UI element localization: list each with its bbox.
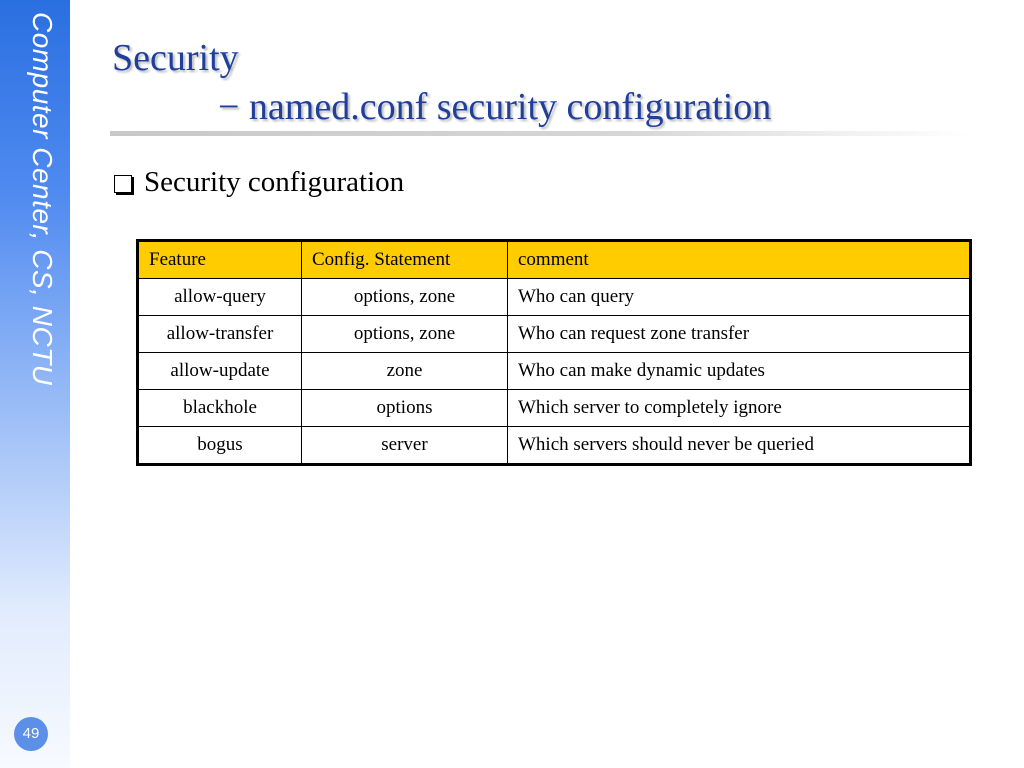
cell-config-statement: options, zone <box>302 279 508 316</box>
slide-title: Security <box>112 37 239 79</box>
slide-subtitle: − named.conf security configuration <box>218 86 772 128</box>
title-divider <box>110 131 970 136</box>
table-row <box>138 279 971 316</box>
cell-comment: Who can request zone transfer <box>508 316 971 353</box>
sidebar <box>0 0 70 768</box>
table-row <box>138 390 971 427</box>
page-number-badge: 49 <box>14 717 48 751</box>
bullet-item <box>114 166 404 199</box>
table-row <box>138 427 971 465</box>
sidebar-title: Computer Center, CS, NCTU <box>27 12 58 386</box>
header-feature: Feature <box>138 241 302 279</box>
header-comment: comment <box>508 241 971 279</box>
table-row <box>138 316 971 353</box>
cell-feature: bogus <box>138 427 302 465</box>
cell-comment: Which servers should never be queried <box>508 427 971 465</box>
header-config-statement: Config. Statement <box>302 241 508 279</box>
cell-feature: blackhole <box>138 390 302 427</box>
table-row <box>138 353 971 390</box>
checkbox-icon <box>114 175 132 193</box>
cell-config-statement: server <box>302 427 508 465</box>
cell-comment: Which server to completely ignore <box>508 390 971 427</box>
security-config-table <box>136 239 972 466</box>
cell-config-statement: options <box>302 390 508 427</box>
cell-feature: allow-transfer <box>138 316 302 353</box>
cell-config-statement: options, zone <box>302 316 508 353</box>
bullet-text: Security configuration <box>144 166 405 198</box>
cell-feature: allow-update <box>138 353 302 390</box>
table-header-row <box>138 241 971 279</box>
cell-feature: allow-query <box>138 279 302 316</box>
cell-comment: Who can make dynamic updates <box>508 353 971 390</box>
cell-config-statement: zone <box>302 353 508 390</box>
cell-comment: Who can query <box>508 279 971 316</box>
